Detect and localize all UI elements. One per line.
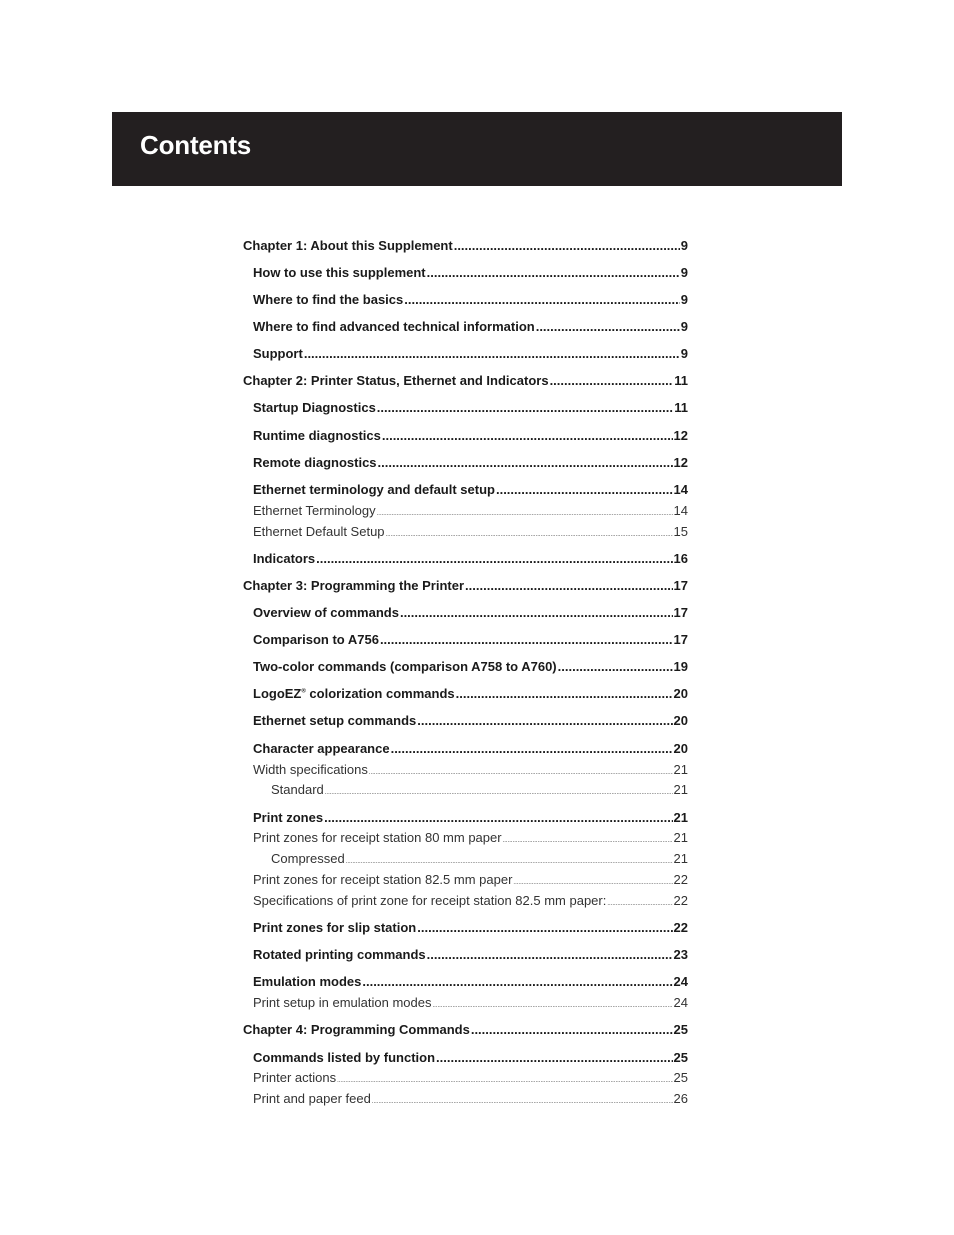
toc-entry[interactable]: Commands listed by function ..... 25 xyxy=(253,1050,688,1065)
toc-entry[interactable]: Chapter 1: About this Supplement ..... 9 xyxy=(243,238,688,253)
toc-entry[interactable]: Width specifications ..... 21 xyxy=(253,762,688,777)
page-title: Contents xyxy=(140,130,252,160)
toc-entry[interactable]: How to use this supplement ..... 9 xyxy=(253,265,688,280)
toc-entry[interactable]: Remote diagnostics ..... 12 xyxy=(253,455,688,470)
toc-entry[interactable]: Compressed ..... 21 xyxy=(271,851,688,866)
toc-entry[interactable]: Comparison to A756 ..... 17 xyxy=(253,632,688,647)
toc-entry[interactable]: Ethernet terminology and default setup ..... 14 xyxy=(253,482,688,497)
toc-entry[interactable]: Startup Diagnostics ..... 11 xyxy=(253,400,688,415)
registered-mark: ® xyxy=(301,688,306,695)
toc-entry[interactable]: Printer actions ..... 25 xyxy=(253,1070,688,1085)
toc-entry[interactable]: Print zones for receipt station 82.5 mm paper ..... 22 xyxy=(253,872,688,887)
toc-entry[interactable]: Standard ..... 21 xyxy=(271,782,688,797)
toc-entry[interactable]: Where to find advanced technical information ..... 9 xyxy=(253,319,688,334)
toc-entry[interactable]: Print and paper feed ..... 26 xyxy=(253,1091,688,1106)
toc-entry[interactable]: Chapter 2: Printer Status, Ethernet and Indicators ..... 11 xyxy=(243,373,688,388)
toc-entry[interactable]: Print zones for receipt station 80 mm paper ..... 21 xyxy=(253,830,688,845)
toc-entry[interactable]: Runtime diagnostics ..... 12 xyxy=(253,428,688,443)
toc-entry[interactable]: Print setup in emulation modes ..... 24 xyxy=(253,995,688,1010)
toc-entry[interactable]: Overview of commands ..... 17 xyxy=(253,605,688,620)
toc-entry[interactable]: Where to find the basics ..... 9 xyxy=(253,292,688,307)
toc-entry[interactable]: Ethernet Terminology ..... 14 xyxy=(253,503,688,518)
toc-entry[interactable]: Ethernet Default Setup ..... 15 xyxy=(253,524,688,539)
toc-entry[interactable]: Chapter 4: Programming Commands ..... 25 xyxy=(243,1022,688,1037)
toc-entry[interactable]: LogoEZ® colorization commands ..... 20 xyxy=(253,686,688,701)
toc-entry[interactable]: Print zones ..... 21 xyxy=(253,810,688,825)
toc-entry[interactable]: Chapter 3: Programming the Printer ..... 17 xyxy=(243,578,688,593)
toc-entry[interactable]: Emulation modes ..... 24 xyxy=(253,974,688,989)
toc-entry[interactable]: Support ..... 9 xyxy=(253,346,688,361)
toc-entry[interactable]: Indicators ..... 16 xyxy=(253,551,688,566)
toc-entry[interactable]: Rotated printing commands ..... 23 xyxy=(253,947,688,962)
toc-entry[interactable]: Character appearance ..... 20 xyxy=(253,741,688,756)
toc-entry[interactable]: Print zones for slip station ..... 22 xyxy=(253,920,688,935)
toc-entry[interactable]: Ethernet setup commands ..... 20 xyxy=(253,713,688,728)
toc-entry[interactable]: Specifications of print zone for receipt station 82.5 mm paper: ..... 22 xyxy=(253,893,688,908)
toc-entry[interactable]: Two-color commands (comparison A758 to A760) ..... 19 xyxy=(253,659,688,674)
